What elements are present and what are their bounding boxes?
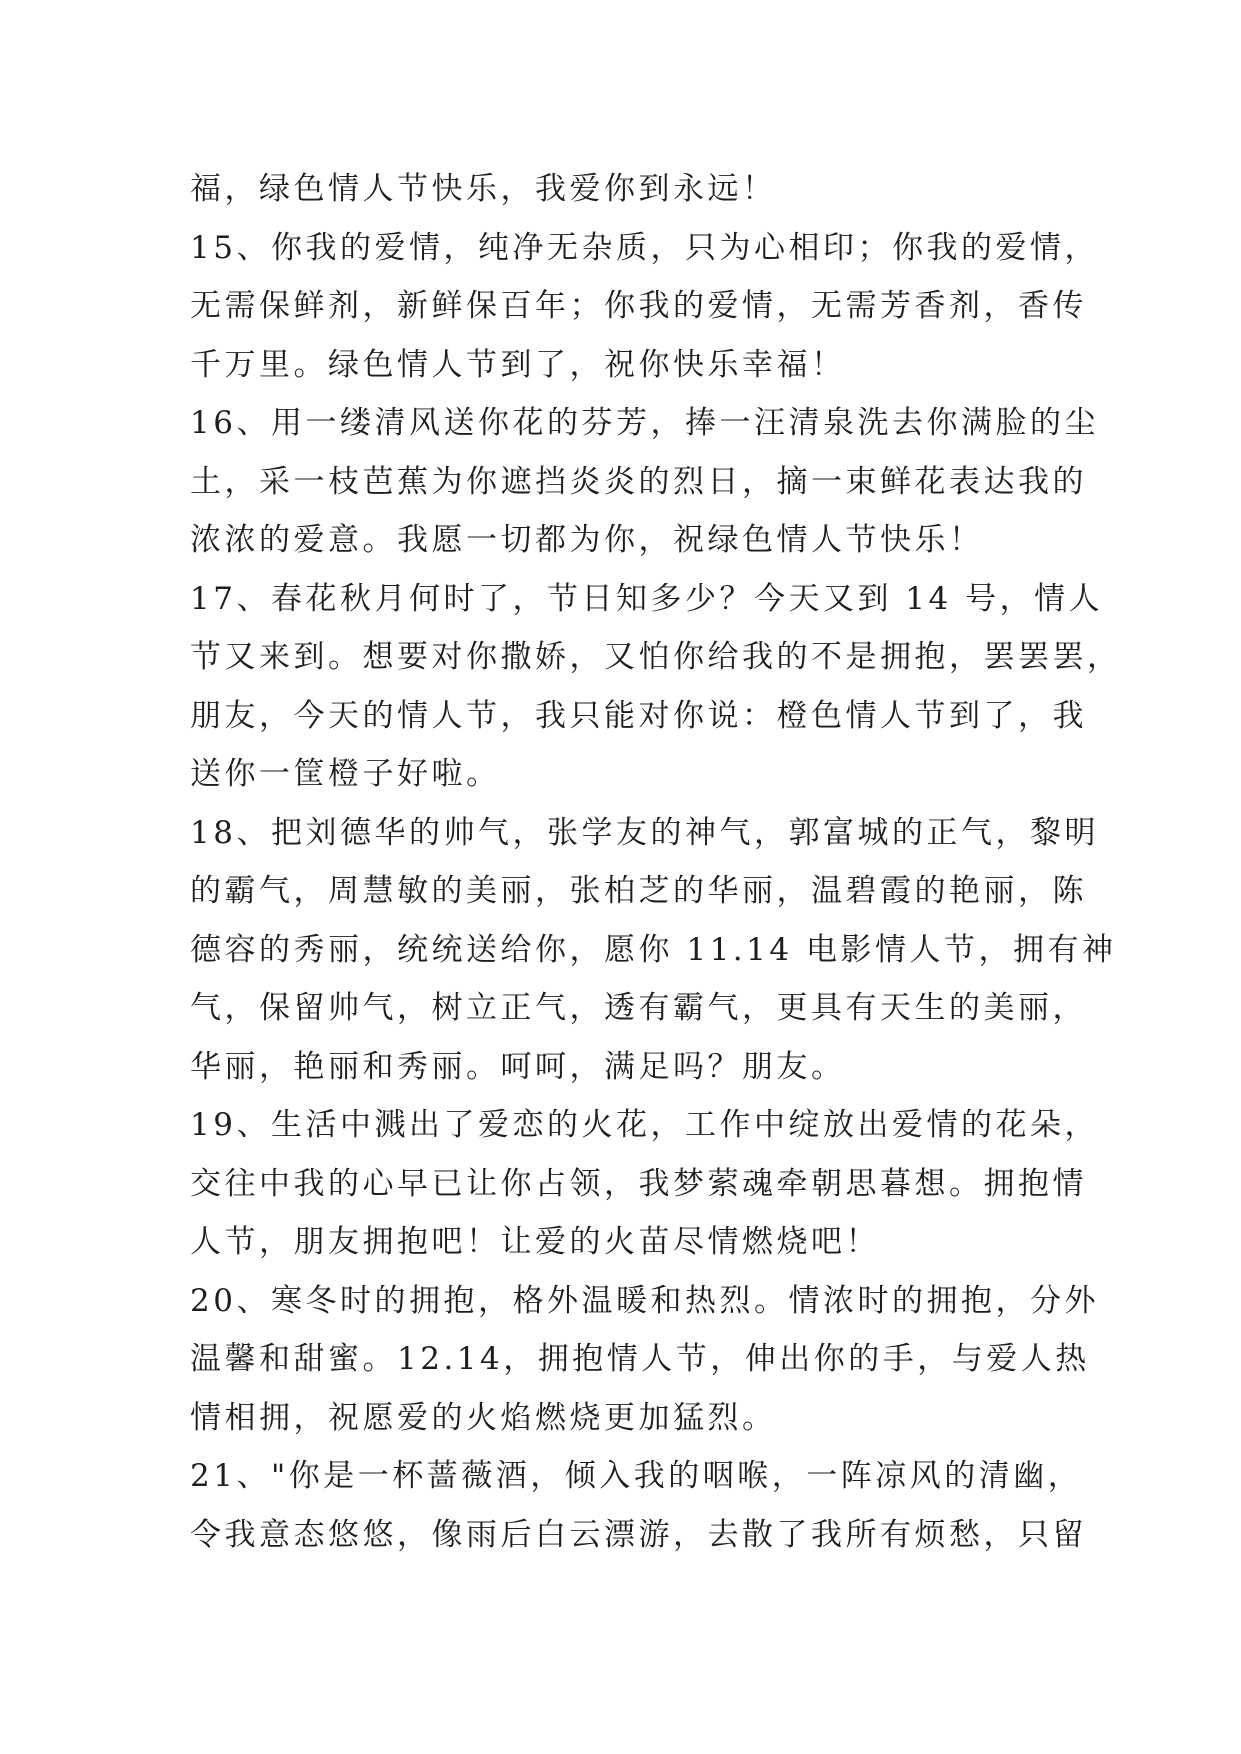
text-line: 21、"你是一杯蔷薇酒，倾入我的咽喉，一阵凉风的清幽，: [190, 1458, 1083, 1494]
text-line: 浓浓的爱意。我愿一切都为你，祝绿色情人节快乐！: [190, 522, 984, 558]
document-body: [190, 160, 1122, 1564]
text-line: 节又来到。想要对你撒娇，又怕你给我的不是拥抱，罢罢罢，: [190, 639, 1122, 675]
text-line: 人节，朋友拥抱吧！让爱的火苗尽情燃烧吧！: [190, 1224, 880, 1260]
text-line: 情相拥，祝愿爱的火焰燃烧更加猛烈。: [190, 1399, 777, 1436]
text-line: 温馨和甜蜜。12.14，拥抱情人节，伸出你的手，与爱人热: [190, 1341, 1090, 1377]
text-line: 交往中我的心早已让你占领，我梦萦魂牵朝思暮想。拥抱情: [190, 1165, 1087, 1202]
text-line: 朋友，今天的情人节，我只能对你说：橙色情人节到了，我: [190, 697, 1087, 734]
text-line: 华丽，艳丽和秀丽。呵呵，满足吗？朋友。: [190, 1048, 846, 1085]
text-line: 气，保留帅气，树立正气，透有霸气，更具有天生的美丽，: [190, 990, 1087, 1026]
text-line: 19、生活中溅出了爱恋的火花，工作中绽放出爱情的花朵，: [190, 1107, 1099, 1143]
text-line: 20、寒冬时的拥抱，格外温暖和热烈。情浓时的拥抱，分外: [190, 1282, 1099, 1319]
text-line: 令我意态悠悠，像雨后白云漂游，去散了我所有烦愁，只留: [190, 1516, 1087, 1553]
text-line: 德容的秀丽，统统送给你，愿你 11.14 电影情人节，拥有神: [190, 931, 1117, 968]
text-line: 17、春花秋月何时了，节日知多少？今天又到 14 号，情人: [190, 580, 1104, 617]
text-line: 16、用一缕清风送你花的芬芳，捧一汪清泉洗去你满脸的尘: [190, 405, 1099, 441]
text-line: 15、你我的爱情，纯净无杂质，只为心相印；你我的爱情，: [190, 229, 1099, 266]
text-line: 福，绿色情人节快乐，我爱你到永远！: [190, 171, 777, 207]
text-line: 无需保鲜剂，新鲜保百年；你我的爱情，无需芳香剂，香传: [190, 288, 1087, 324]
text-line: 18、把刘德华的帅气，张学友的神气，郭富城的正气，黎明: [190, 814, 1099, 851]
text-line: 的霸气，周慧敏的美丽，张柏芝的华丽，温碧霞的艳丽，陈: [190, 873, 1087, 909]
text-line: 送你一筐橙子好啦。: [190, 756, 501, 792]
text-line: 土，采一枝芭蕉为你遮挡炎炎的烈日，摘一束鲜花表达我的: [190, 463, 1087, 500]
text-line: 千万里。绿色情人节到了，祝你快乐幸福！: [190, 346, 846, 383]
